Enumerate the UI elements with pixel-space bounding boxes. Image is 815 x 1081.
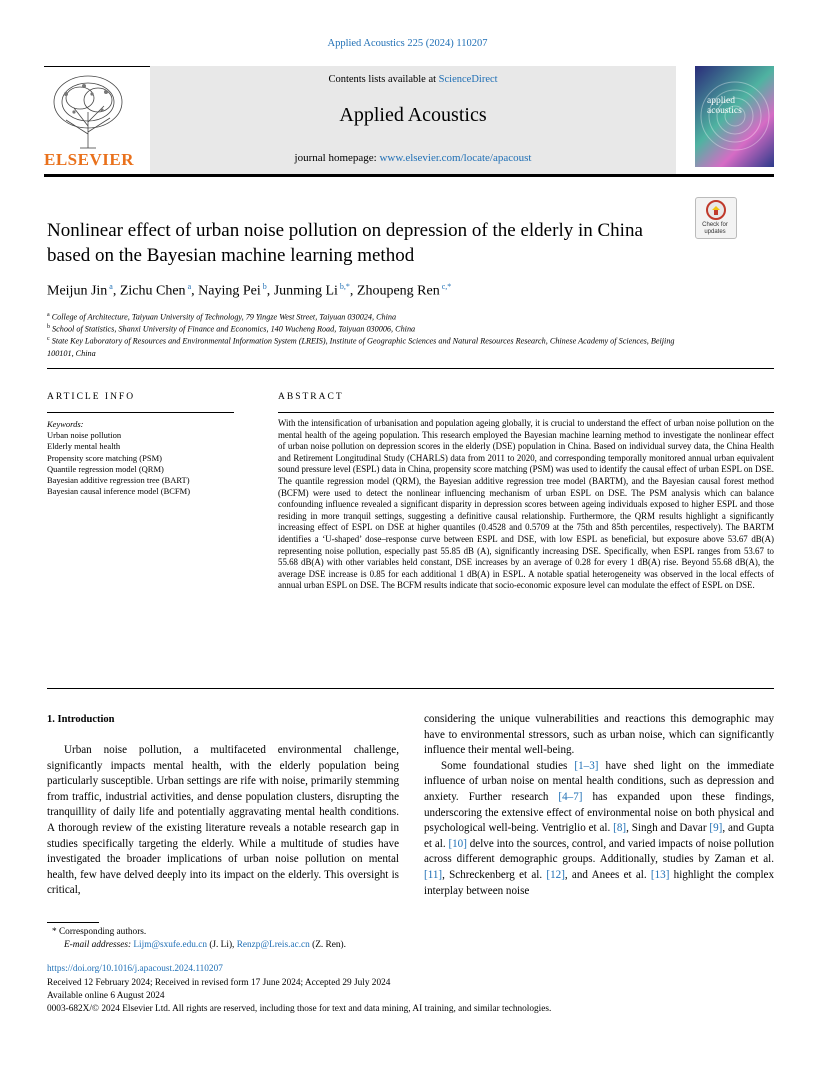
author-affiliation-mark[interactable]: c,* [441, 282, 452, 291]
copyright-notice: 0003-682X/© 2024 Elsevier Ltd. All rights are reserved, including those for text and data mining, AI training, and similar technologies. [47, 1004, 552, 1014]
author-affiliation-mark[interactable]: a [109, 282, 113, 291]
keyword-item: Bayesian causal inference model (BCFM) [47, 486, 191, 497]
intro-paragraph-1: Urban noise pollution, a multifaceted environmental challenge, significantly impacts mental health, with the elderly population being particularly susceptible. Urban settings are rife with noise, primarily stemming from traffic, industrial activities, and dense population clusters, disrupting the tranquillity of daily life and potentially aggravating mental health conditions. A thorough review of the existing literature reveals a notable research gap in studies specifically targeting the elderly. While a multitude of studies have investigated the broader implications of urban noise pollution on mental health, few have delved deeply into its impact on the elderly. This oversight is critical, [47, 744, 399, 897]
paragraph-text: , Singh and Davar [626, 822, 710, 835]
citation-link[interactable]: [8] [613, 822, 627, 835]
email-link[interactable]: Renzp@Lreis.ac.cn [236, 940, 310, 950]
author-name[interactable]: Zichu Chen [119, 283, 186, 299]
keywords-block [47, 419, 267, 497]
author-affiliation-mark[interactable]: a [187, 282, 192, 291]
citation-link[interactable]: [12] [546, 868, 565, 881]
journal-homepage [150, 152, 676, 164]
section-heading-introduction: 1. Introduction [47, 714, 115, 725]
journal-cover-thumbnail[interactable] [695, 66, 774, 167]
paragraph-text: have shed light on the immediate influence of urban noise on mental health conditions, such as depression and anxiety. Further research [424, 759, 774, 803]
citation-link[interactable]: [4–7] [558, 790, 583, 803]
author-name[interactable]: Naying Pei [198, 283, 261, 299]
affiliation-mark: a [47, 312, 50, 318]
affiliation-text: College of Architecture, Taiyuan University of Technology, 79 Yingze West Street, Taiyuan 030024, China [51, 312, 397, 322]
header-rule [44, 174, 774, 177]
article-title: Nonlinear effect of urban noise pollution on depression of the elderly in China based on the Bayesian machine learning method [47, 220, 643, 266]
author-affiliation-mark[interactable]: b,* [339, 282, 350, 291]
affiliation-divider [47, 368, 774, 369]
cover-text-line-1: applied [707, 96, 735, 106]
intro-paragraph-1-continued: considering the unique vulnerabilities and reactions this demographic may have to environmental stressors, such as urban noise, which can significantly influence their mental well-being. [424, 713, 774, 757]
paragraph-text: , Schreckenberg et al. [442, 868, 547, 881]
keywords-label: Keywords: [47, 419, 84, 429]
received-dates: Received 12 February 2024; Received in revised form 17 June 2024; Accepted 29 July 2024 [47, 978, 391, 988]
intro-paragraph-2 [424, 759, 774, 899]
abstract-heading: ABSTRACT [278, 392, 344, 402]
contents-prefix: Contents lists available at [328, 74, 439, 85]
body-column-left [47, 743, 399, 899]
keyword-item: Bayesian additive regression tree (BART) [47, 475, 190, 486]
footnote-divider [47, 922, 99, 923]
contents-line [150, 74, 676, 85]
online-date: Available online 6 August 2024 [47, 991, 165, 1001]
author-name[interactable]: Zhoupeng Ren [356, 283, 440, 299]
citation-link[interactable]: [9] [709, 822, 723, 835]
cover-pattern-icon [695, 66, 774, 167]
author-name[interactable]: Meijun Jin [47, 283, 108, 299]
check-for-updates-icon [696, 198, 736, 222]
check-for-updates-label [697, 222, 733, 235]
affiliation-text: State Key Laboratory of Resources and Environmental Information System (LREIS), Institute of Geographic Sciences and Natural Resources Research, Chinese Academy of Sciences, Beijing 100101, China [47, 336, 675, 358]
doi-link[interactable]: https://doi.org/10.1016/j.apacoust.2024.110207 [47, 964, 223, 974]
cover-title [707, 96, 742, 116]
article-info-heading: ARTICLE INFO [47, 392, 136, 402]
paragraph-text: delve into the sources, control, and varied impacts of noise pollution across different demographic groups. Additionally, studies by Zaman et al. [424, 837, 774, 866]
author-list: Meijun Jin $^a$, Zichu Chen $^a$, Naying Pei $^b$, Junming Li $^{b,*}$, Zhoupeng Ren $^{c,*}$ [47, 282, 452, 299]
email-owner: (Z. Ren). [309, 940, 346, 950]
abstract-bottom-divider [47, 688, 774, 689]
paragraph-text: , and Gupta et al. [424, 822, 774, 850]
affiliation-mark: c [47, 336, 50, 342]
homepage-link[interactable]: www.elsevier.com/locate/apacoust [379, 152, 532, 164]
citation-link[interactable]: [1–3] [574, 759, 599, 772]
keyword-item: Quantile regression model (QRM) [47, 463, 164, 474]
author-affiliation-mark[interactable]: b [262, 282, 267, 291]
abstract-text: With the intensification of urbanisation and population ageing globally, it is crucial to understand the effect of urban noise pollution on the mental health of the ageing population. This research employed the Bayesian machine learning method to investigate the nonlinear effect of urban noise pollution on depression scores in the elderly (DSE) population in China. Based on individual survey data, the China Health and Retirement Longitudinal Study (CHARLS) data from 2011 to 2020, and corresponding temporally monitored annual urban equivalent sound pressure level (ESPL) data in China, propensity score matching (PSM) was used to identify the causal effect of urban ESPL on DSE. The quantile regression model (QRM), the Bayesian additive regression tree model (BARTM), and the Bayesian causal forest method (BCFM) were used to detect the nonlinear influencing mechanism of urban ESPL on DSE. The PSM analysis which can balance confounding influence revealed a significant disparity in depression scores between ageing individuals exposed to higher ESPL and those residing in more tranquil settings, suggesting a definitive causal relationship. Furthermore, the QRM results highlight a significantly increasing effect of ESPL on DSE at higher quantiles (0.4528 and 0.5709 at the 75th and 85th percentiles, respectively). The BARTM identifies a ‘U-shaped’ dose–response curve between ESPL and DSE, with low ESPL as beneficial, but exposure above 53.67 dB(A) representing noise pollution, especially past 55.85 dB (A), significantly increasing DSE. Specifically, when ESPL ranges from 53.67 to 55.68 dB(A) with other variables held constant, DSE increases by an average of 0.28 for every 1 dB(A) rise. Beyond 55.68 dB(A), the average DSE increase is 0.85 for each additional 1 dB(A) in ESPL. A notable spatial heterogeneity was observed in the local effects of annual urban ESPL on DSE. The BCFM results indicate that socio-economic exposure level can modulate the effect of ESPL on DSE. [278, 418, 774, 591]
journal-title: Applied Acoustics [339, 104, 487, 126]
sciencedirect-link[interactable]: ScienceDirect [438, 74, 498, 85]
paragraph-text: , and Anees et al. [564, 868, 651, 881]
cover-text-line-2: acoustics [707, 106, 742, 116]
homepage-prefix: journal homepage: [294, 152, 380, 164]
check-label-line-2: updates [704, 228, 726, 235]
corresponding-authors-note: * Corresponding authors. [52, 927, 147, 937]
paragraph-text: Some foundational studies [441, 759, 575, 772]
affiliation-mark: b [47, 324, 50, 330]
author-name[interactable]: Junming Li [273, 283, 338, 299]
email-owner: (J. Li), [207, 940, 237, 950]
email-link[interactable]: Lijm@sxufe.edu.cn [133, 940, 207, 950]
email-addresses [64, 940, 346, 950]
abstract-divider [278, 412, 774, 413]
article-info-divider [47, 412, 234, 413]
publisher-name: ELSEVIER [44, 150, 134, 169]
paragraph-text: highlight the complex interplay between noise [424, 868, 774, 897]
keyword-item: Elderly mental health [47, 441, 121, 452]
email-label: E-mail addresses: [64, 940, 134, 950]
keyword-item: Propensity score matching (PSM) [47, 452, 162, 463]
citation-link[interactable]: [13] [650, 868, 670, 881]
affiliation-c [47, 333, 687, 360]
body-column-right [424, 712, 774, 899]
journal-reference[interactable]: Applied Acoustics 225 (2024) 110207 [327, 38, 488, 49]
citation-link[interactable]: [10] [448, 837, 467, 850]
check-label-line-1: Check for [702, 222, 728, 228]
affiliation-text: School of Statistics, Shanxi University of Finance and Economics, 140 Wucheng Road, Taiyuan 030006, China [52, 324, 416, 334]
paragraph-text: has expanded upon these findings, underscoring the extensive effect of environmental noise on both physical and psychological well-being. Ventriglio et al. [424, 790, 774, 835]
citation-link[interactable]: [11] [424, 868, 443, 881]
keyword-item: Urban noise pollution [47, 430, 122, 441]
